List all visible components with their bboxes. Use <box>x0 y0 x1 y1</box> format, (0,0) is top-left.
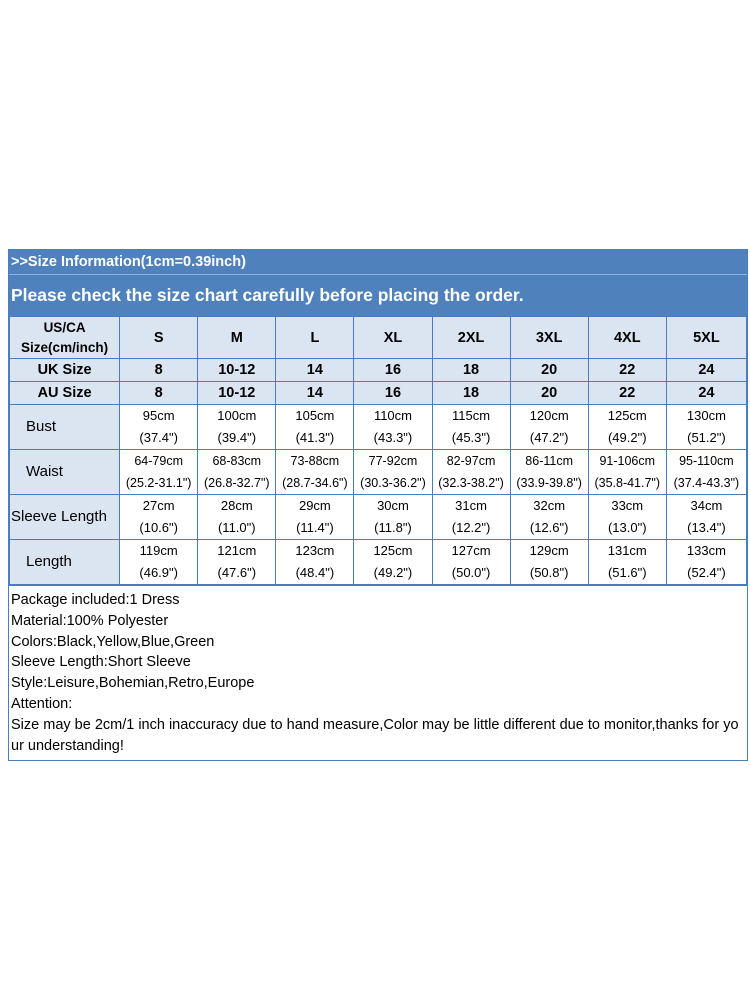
measurement-cm: 29cm <box>298 498 331 513</box>
measurement-inch: (47.2") <box>529 430 569 445</box>
measurement-inch: (11.0") <box>217 520 256 535</box>
au-size-cell: 22 <box>588 382 666 405</box>
measurement-cm: 129cm <box>529 543 569 558</box>
measurement-cell <box>510 450 588 495</box>
measurement-inch: (37.4-43.3") <box>673 476 740 490</box>
us-size-label: US/CA Size(cm/inch) <box>10 317 120 359</box>
au-size-row <box>10 382 747 405</box>
measurement-cm: 105cm <box>295 408 335 423</box>
sleeve-line: Sleeve Length:Short Sleeve <box>11 654 191 671</box>
measurement-row <box>10 540 747 585</box>
package-line: Package included:1 Dress <box>11 592 180 608</box>
measurement-cell <box>432 495 510 540</box>
au-size-cell: 18 <box>432 382 510 405</box>
measurement-cell <box>432 405 510 450</box>
au-size-cell: 14 <box>276 382 354 405</box>
material-line: Material:100% Polyester <box>11 612 169 629</box>
measurement-inch: (13.0") <box>607 520 647 535</box>
attention-line: Attention: <box>11 695 73 712</box>
measurement-inch: (26.8-32.7") <box>203 476 270 490</box>
measurement-cell <box>666 450 746 495</box>
product-notes <box>9 585 747 760</box>
measurement-cm: 32cm <box>533 498 566 513</box>
uk-size-cell: 8 <box>120 359 198 382</box>
measurement-cell <box>354 495 432 540</box>
measurement-cell <box>276 450 354 495</box>
measurement-cell <box>588 540 666 585</box>
size-cell: 3XL <box>510 317 588 359</box>
measurement-cm: 119cm <box>139 543 178 558</box>
measurement-cm: 34cm <box>690 498 723 513</box>
measurement-inch: (33.9-39.8") <box>516 476 582 490</box>
uk-size-cell: 20 <box>510 359 588 382</box>
measurement-cm: 28cm <box>220 498 253 513</box>
measurement-cm: 33cm <box>611 498 644 513</box>
measurement-inch: (30.3-36.2") <box>360 476 426 490</box>
size-cell: S <box>120 317 198 359</box>
measurement-cm: 125cm <box>607 408 647 423</box>
measurement-cell <box>120 495 198 540</box>
measurement-cm: 82-97cm <box>446 454 496 468</box>
measurement-inch: (48.4") <box>295 565 335 580</box>
measurement-inch: (32.3-38.2") <box>438 476 504 490</box>
measurement-cm: 127cm <box>451 543 491 558</box>
measurement-cell <box>198 450 276 495</box>
measurement-cm: 31cm <box>455 498 487 513</box>
au-size-cell: 16 <box>354 382 432 405</box>
size-cell: 5XL <box>666 317 746 359</box>
measurement-inch: (51.6") <box>607 565 647 580</box>
measurement-row <box>10 405 747 450</box>
colors-line: Colors:Black,Yellow,Blue,Green <box>11 633 215 650</box>
measurement-cell <box>432 540 510 585</box>
measurement-label: Bust <box>10 405 120 450</box>
measurement-cm: 123cm <box>295 543 335 558</box>
measurement-cm: 95-110cm <box>679 454 734 468</box>
measurement-cell <box>276 495 354 540</box>
measurement-label: Waist <box>10 450 120 495</box>
measurement-row <box>10 450 747 495</box>
measurement-inch: (12.6") <box>529 520 569 535</box>
measurement-cell <box>588 405 666 450</box>
measurement-cell <box>510 495 588 540</box>
measurement-cell <box>198 405 276 450</box>
measurement-cell <box>354 405 432 450</box>
size-cell: 4XL <box>588 317 666 359</box>
measurement-cm: 95cm <box>142 408 175 423</box>
us-size-row <box>10 317 747 359</box>
measurement-inch: (52.4") <box>687 565 726 580</box>
measurement-cm: 133cm <box>686 543 726 558</box>
measurement-inch: (39.4") <box>217 430 257 445</box>
size-cell: 2XL <box>432 317 510 359</box>
measurement-cell <box>354 540 432 585</box>
measurement-inch: (46.9") <box>139 565 178 580</box>
measurement-inch: (11.8") <box>374 520 412 535</box>
measurement-cell <box>276 405 354 450</box>
measurement-cell <box>588 450 666 495</box>
measurement-cell <box>198 540 276 585</box>
measurement-cm: 77-92cm <box>368 454 418 468</box>
measurement-cell <box>354 450 432 495</box>
measurement-cell <box>588 495 666 540</box>
measurement-cell <box>198 495 276 540</box>
disclaimer-line: Size may be 2cm/1 inch inaccuracy due to hand measure,Color may be little different due to monitor,thanks for your understanding! <box>11 716 739 754</box>
uk-size-cell: 24 <box>666 359 746 382</box>
au-size-label: AU Size <box>10 382 120 405</box>
measurement-label: Sleeve Length <box>10 495 120 540</box>
size-table <box>9 316 747 585</box>
measurement-inch: (10.6") <box>139 520 178 535</box>
measurement-inch: (12.2") <box>451 520 491 535</box>
measurement-cell <box>666 405 746 450</box>
uk-size-cell: 10-12 <box>198 359 276 382</box>
measurement-label: Length <box>10 540 120 585</box>
measurement-cell <box>432 450 510 495</box>
measurement-inch: (28.7-34.6") <box>282 476 348 490</box>
uk-size-cell: 16 <box>354 359 432 382</box>
measurement-cm: 120cm <box>529 408 569 423</box>
measurement-cm: 91-106cm <box>599 454 656 468</box>
measurement-cell <box>510 540 588 585</box>
size-info-heading: >>Size Information(1cm=0.39inch) <box>9 250 747 275</box>
size-notice-heading: Please check the size chart carefully before placing the order. <box>9 275 747 316</box>
measurement-cell <box>666 495 746 540</box>
measurement-inch: (35.8-41.7") <box>594 476 661 490</box>
measurement-cm: 73-88cm <box>290 454 340 468</box>
measurement-cm: 121cm <box>217 543 257 558</box>
uk-size-cell: 14 <box>276 359 354 382</box>
measurement-cell <box>666 540 746 585</box>
measurement-cm: 86-11cm <box>525 454 574 468</box>
measurement-inch: (45.3") <box>451 430 491 445</box>
measurement-inch: (50.8") <box>529 565 569 580</box>
style-line: Style:Leisure,Bohemian,Retro,Europe <box>11 675 255 692</box>
measurement-inch: (50.0") <box>451 565 491 580</box>
measurement-cm: 110cm <box>373 408 412 423</box>
measurement-cell <box>120 540 198 585</box>
measurement-cell <box>276 540 354 585</box>
measurement-cm: 68-83cm <box>212 454 262 468</box>
measurement-inch: (49.2") <box>373 565 413 580</box>
measurement-cm: 125cm <box>373 543 413 558</box>
measurement-inch: (37.4") <box>139 430 178 445</box>
measurement-cell <box>510 405 588 450</box>
measurement-rows <box>10 405 747 585</box>
uk-size-label: UK Size <box>10 359 120 382</box>
measurement-cell <box>120 450 198 495</box>
au-size-cell: 10-12 <box>198 382 276 405</box>
measurement-cm: 131cm <box>607 543 647 558</box>
measurement-cm: 30cm <box>377 498 409 513</box>
measurement-inch: (13.4") <box>687 520 726 535</box>
au-size-cell: 8 <box>120 382 198 405</box>
size-chart <box>8 249 748 761</box>
measurement-cm: 130cm <box>686 408 726 423</box>
measurement-cm: 64-79cm <box>134 454 183 468</box>
measurement-inch: (51.2") <box>687 430 726 445</box>
measurement-cm: 115cm <box>452 408 491 423</box>
uk-size-row <box>10 359 747 382</box>
size-cell: M <box>198 317 276 359</box>
measurement-cell <box>120 405 198 450</box>
uk-size-cell: 18 <box>432 359 510 382</box>
measurement-cm: 100cm <box>217 408 257 423</box>
au-size-cell: 20 <box>510 382 588 405</box>
size-cell: L <box>276 317 354 359</box>
uk-size-cell: 22 <box>588 359 666 382</box>
au-size-cell: 24 <box>666 382 746 405</box>
measurement-inch: (11.4") <box>296 520 334 535</box>
measurement-inch: (47.6") <box>217 565 257 580</box>
size-cell: XL <box>354 317 432 359</box>
measurement-inch: (41.3") <box>295 430 335 445</box>
measurement-inch: (49.2") <box>607 430 647 445</box>
measurement-cm: 27cm <box>142 498 175 513</box>
measurement-inch: (25.2-31.1") <box>125 476 192 490</box>
measurement-inch: (43.3") <box>373 430 413 445</box>
measurement-row <box>10 495 747 540</box>
